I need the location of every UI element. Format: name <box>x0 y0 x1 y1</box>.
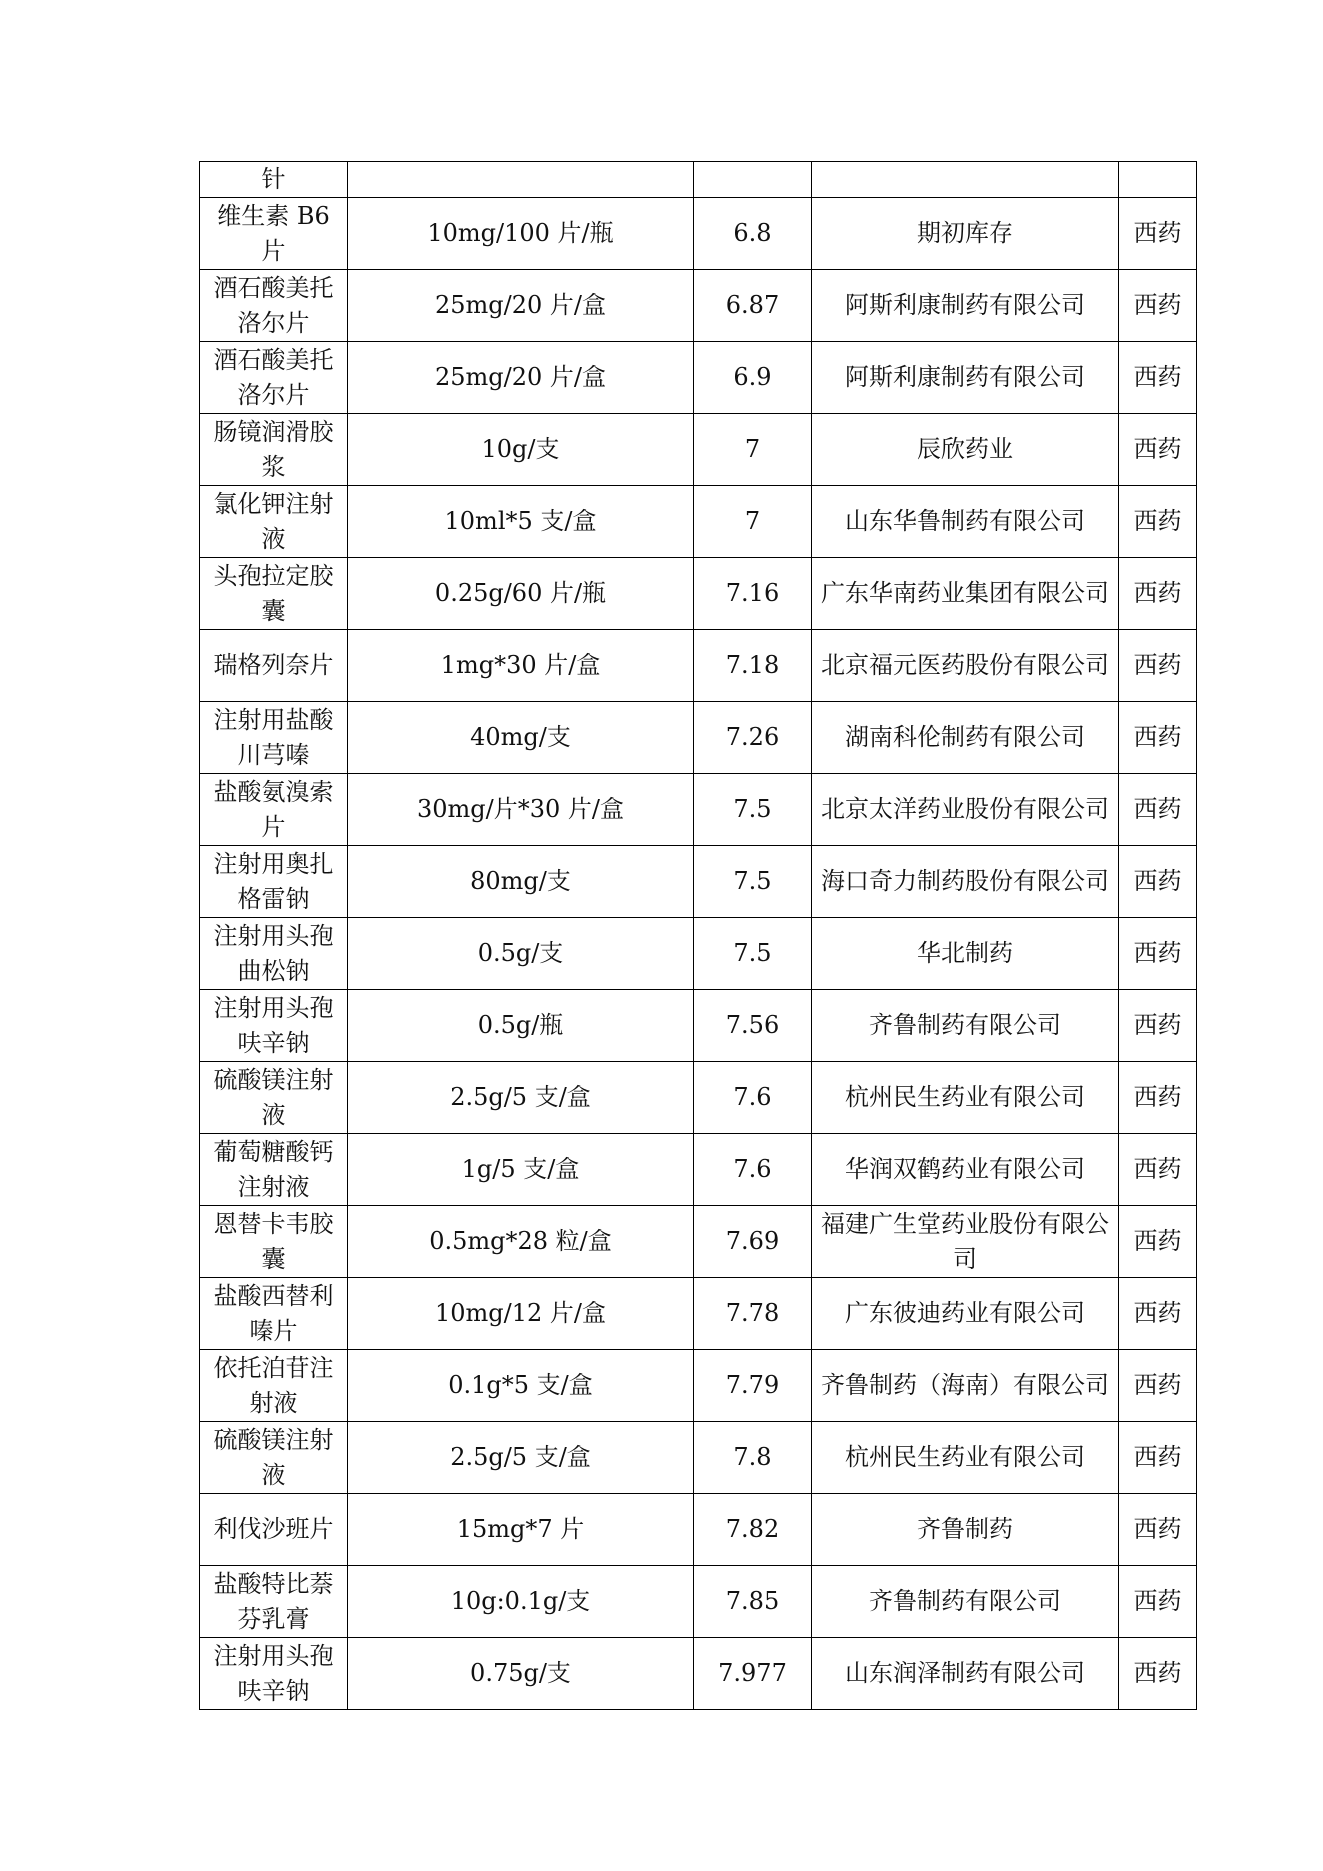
manufacturer-cell: 齐鲁制药（海南）有限公司 <box>812 1350 1119 1422</box>
manufacturer-cell: 华北制药 <box>812 918 1119 990</box>
manufacturer-cell: 广东彼迪药业有限公司 <box>812 1278 1119 1350</box>
table-row <box>200 1638 1197 1710</box>
table-row <box>200 1422 1197 1494</box>
drug-name-cell: 依托泊苷注射液 <box>200 1350 348 1422</box>
manufacturer-cell: 阿斯利康制药有限公司 <box>812 270 1119 342</box>
drug-name-cell: 头孢拉定胶囊 <box>200 558 348 630</box>
drug-name-cell: 瑞格列奈片 <box>200 630 348 702</box>
table-row <box>200 1566 1197 1638</box>
category-cell: 西药 <box>1119 198 1197 270</box>
drug-name-cell: 肠镜润滑胶浆 <box>200 414 348 486</box>
manufacturer-cell: 广东华南药业集团有限公司 <box>812 558 1119 630</box>
price-cell: 6.87 <box>694 270 812 342</box>
table-row <box>200 630 1197 702</box>
table-row <box>200 1134 1197 1206</box>
drug-name-cell: 盐酸氨溴索片 <box>200 774 348 846</box>
drug-name-cell: 利伐沙班片 <box>200 1494 348 1566</box>
manufacturer-cell: 齐鲁制药有限公司 <box>812 1566 1119 1638</box>
table-row <box>200 342 1197 414</box>
spec-cell: 0.1g*5 支/盒 <box>348 1350 694 1422</box>
drug-name-cell: 注射用头孢曲松钠 <box>200 918 348 990</box>
drug-name-cell: 注射用盐酸川芎嗪 <box>200 702 348 774</box>
manufacturer-cell: 华润双鹤药业有限公司 <box>812 1134 1119 1206</box>
spec-cell: 80mg/支 <box>348 846 694 918</box>
price-cell: 7.6 <box>694 1062 812 1134</box>
spec-cell: 10g:0.1g/支 <box>348 1566 694 1638</box>
price-cell: 7.69 <box>694 1206 812 1278</box>
category-cell: 西药 <box>1119 630 1197 702</box>
drug-name-cell: 盐酸西替利嗪片 <box>200 1278 348 1350</box>
table-row <box>200 846 1197 918</box>
price-cell: 7.8 <box>694 1422 812 1494</box>
category-cell: 西药 <box>1119 1422 1197 1494</box>
drug-name-cell: 注射用奥扎格雷钠 <box>200 846 348 918</box>
table-row <box>200 1278 1197 1350</box>
table-row <box>200 918 1197 990</box>
price-cell: 7.78 <box>694 1278 812 1350</box>
category-cell: 西药 <box>1119 1350 1197 1422</box>
category-cell: 西药 <box>1119 774 1197 846</box>
price-cell: 7.16 <box>694 558 812 630</box>
price-cell: 6.8 <box>694 198 812 270</box>
category-cell: 西药 <box>1119 342 1197 414</box>
table-row <box>200 558 1197 630</box>
table-body <box>200 162 1197 1710</box>
category-cell: 西药 <box>1119 1134 1197 1206</box>
manufacturer-cell: 北京太洋药业股份有限公司 <box>812 774 1119 846</box>
spec-cell: 25mg/20 片/盒 <box>348 270 694 342</box>
category-cell: 西药 <box>1119 846 1197 918</box>
category-cell: 西药 <box>1119 990 1197 1062</box>
spec-cell: 2.5g/5 支/盒 <box>348 1422 694 1494</box>
table-row <box>200 1494 1197 1566</box>
drug-name-cell: 恩替卡韦胶囊 <box>200 1206 348 1278</box>
category-cell: 西药 <box>1119 918 1197 990</box>
manufacturer-cell: 山东华鲁制药有限公司 <box>812 486 1119 558</box>
drug-name-cell: 硫酸镁注射液 <box>200 1062 348 1134</box>
spec-cell: 2.5g/5 支/盒 <box>348 1062 694 1134</box>
price-cell: 7.56 <box>694 990 812 1062</box>
price-cell: 7.977 <box>694 1638 812 1710</box>
drug-name-cell: 葡萄糖酸钙注射液 <box>200 1134 348 1206</box>
category-cell: 西药 <box>1119 270 1197 342</box>
manufacturer-cell: 山东润泽制药有限公司 <box>812 1638 1119 1710</box>
spec-cell: 0.5mg*28 粒/盒 <box>348 1206 694 1278</box>
price-cell: 7.79 <box>694 1350 812 1422</box>
spec-cell <box>348 162 694 198</box>
price-cell: 7.5 <box>694 918 812 990</box>
category-cell: 西药 <box>1119 558 1197 630</box>
price-cell: 6.9 <box>694 342 812 414</box>
manufacturer-cell: 齐鲁制药有限公司 <box>812 990 1119 1062</box>
manufacturer-cell: 期初库存 <box>812 198 1119 270</box>
category-cell: 西药 <box>1119 1206 1197 1278</box>
manufacturer-cell: 杭州民生药业有限公司 <box>812 1062 1119 1134</box>
price-cell: 7 <box>694 414 812 486</box>
manufacturer-cell <box>812 162 1119 198</box>
table-row <box>200 198 1197 270</box>
drug-name-cell: 注射用头孢呋辛钠 <box>200 1638 348 1710</box>
category-cell: 西药 <box>1119 486 1197 558</box>
drug-name-cell: 维生素 B6 片 <box>200 198 348 270</box>
drug-name-cell: 盐酸特比萘芬乳膏 <box>200 1566 348 1638</box>
category-cell: 西药 <box>1119 702 1197 774</box>
category-cell: 西药 <box>1119 1566 1197 1638</box>
price-cell: 7 <box>694 486 812 558</box>
table-row <box>200 990 1197 1062</box>
drug-name-cell: 酒石酸美托洛尔片 <box>200 270 348 342</box>
manufacturer-cell: 海口奇力制药股份有限公司 <box>812 846 1119 918</box>
spec-cell: 10g/支 <box>348 414 694 486</box>
spec-cell: 1mg*30 片/盒 <box>348 630 694 702</box>
price-cell: 7.6 <box>694 1134 812 1206</box>
drug-name-cell: 注射用头孢呋辛钠 <box>200 990 348 1062</box>
manufacturer-cell: 杭州民生药业有限公司 <box>812 1422 1119 1494</box>
manufacturer-cell: 辰欣药业 <box>812 414 1119 486</box>
manufacturer-cell: 北京福元医药股份有限公司 <box>812 630 1119 702</box>
drug-name-cell: 针 <box>200 162 348 198</box>
table-row <box>200 270 1197 342</box>
spec-cell: 30mg/片*30 片/盒 <box>348 774 694 846</box>
price-cell <box>694 162 812 198</box>
table-row <box>200 702 1197 774</box>
manufacturer-cell: 湖南科伦制药有限公司 <box>812 702 1119 774</box>
manufacturer-cell: 福建广生堂药业股份有限公司 <box>812 1206 1119 1278</box>
category-cell: 西药 <box>1119 1062 1197 1134</box>
price-cell: 7.85 <box>694 1566 812 1638</box>
price-cell: 7.5 <box>694 774 812 846</box>
spec-cell: 25mg/20 片/盒 <box>348 342 694 414</box>
drug-name-cell: 氯化钾注射液 <box>200 486 348 558</box>
manufacturer-cell: 阿斯利康制药有限公司 <box>812 342 1119 414</box>
category-cell: 西药 <box>1119 1278 1197 1350</box>
spec-cell: 0.75g/支 <box>348 1638 694 1710</box>
spec-cell: 10mg/12 片/盒 <box>348 1278 694 1350</box>
table-row <box>200 1350 1197 1422</box>
table-row <box>200 1206 1197 1278</box>
table-row <box>200 774 1197 846</box>
category-cell: 西药 <box>1119 414 1197 486</box>
spec-cell: 0.5g/瓶 <box>348 990 694 1062</box>
table-row <box>200 414 1197 486</box>
spec-cell: 10ml*5 支/盒 <box>348 486 694 558</box>
manufacturer-cell: 齐鲁制药 <box>812 1494 1119 1566</box>
category-cell <box>1119 162 1197 198</box>
table-row <box>200 1062 1197 1134</box>
drug-name-cell: 酒石酸美托洛尔片 <box>200 342 348 414</box>
price-cell: 7.82 <box>694 1494 812 1566</box>
spec-cell: 10mg/100 片/瓶 <box>348 198 694 270</box>
price-cell: 7.5 <box>694 846 812 918</box>
spec-cell: 1g/5 支/盒 <box>348 1134 694 1206</box>
drug-name-cell: 硫酸镁注射液 <box>200 1422 348 1494</box>
category-cell: 西药 <box>1119 1494 1197 1566</box>
category-cell: 西药 <box>1119 1638 1197 1710</box>
table-row <box>200 486 1197 558</box>
table-row-continued <box>200 162 1197 198</box>
spec-cell: 0.5g/支 <box>348 918 694 990</box>
spec-cell: 15mg*7 片 <box>348 1494 694 1566</box>
price-cell: 7.26 <box>694 702 812 774</box>
drug-price-table <box>199 161 1197 1710</box>
spec-cell: 0.25g/60 片/瓶 <box>348 558 694 630</box>
spec-cell: 40mg/支 <box>348 702 694 774</box>
price-cell: 7.18 <box>694 630 812 702</box>
